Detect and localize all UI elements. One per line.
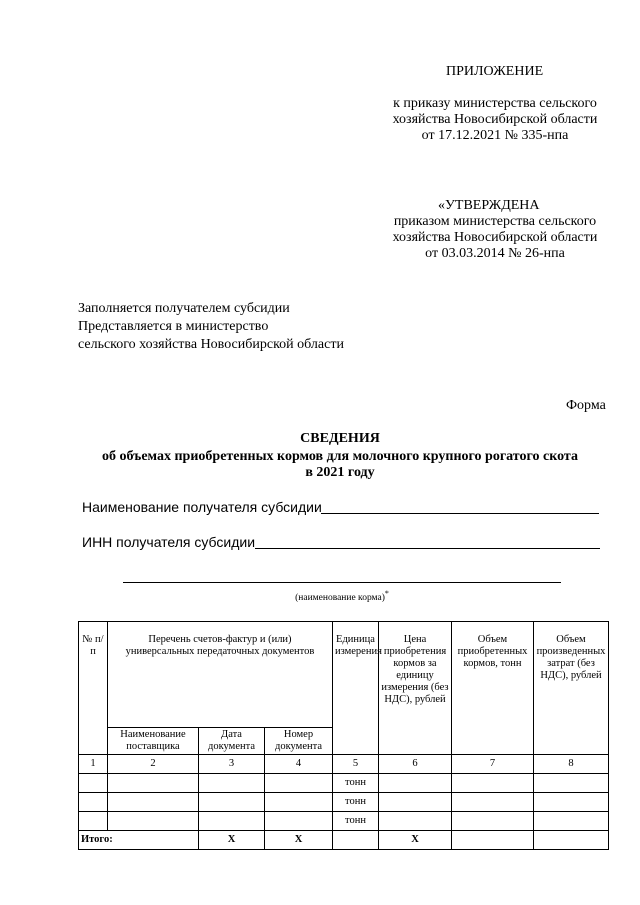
col-number: 2 [108,755,199,774]
cell-price[interactable] [379,774,452,793]
recipient-name-field [82,499,322,516]
cell-volume[interactable] [452,774,534,793]
cell-cost[interactable] [534,812,609,831]
recipient-name-line [321,513,599,514]
total-price-mark: X [379,831,452,850]
col-number: 5 [333,755,379,774]
inn-label: ИНН получателя субсидии [82,534,256,550]
table-row [79,812,609,831]
inn-field [82,534,255,551]
header-documents-list: Перечень счетов-фактур и (или) универсальных передаточных документов [108,622,333,728]
total-unit [333,831,379,850]
cell-supplier[interactable] [108,774,199,793]
cell-doc-number[interactable] [265,774,333,793]
cell-doc-date[interactable] [199,812,265,831]
total-row [79,831,609,850]
total-volume[interactable] [452,831,534,850]
col-number: 4 [265,755,333,774]
filled-note-line-2: Представляется в министерство [78,319,269,334]
appendix-line-3: от 17.12.2021 № 335-нпа [421,128,569,143]
document-subtitle: об объемах приобретенных кормов для молочного крупного рогатого скота [102,449,578,464]
header-supplier: Наименование поставщика [108,728,199,755]
cell-cost[interactable] [534,774,609,793]
approved-line-1: приказом министерства сельского [393,214,597,229]
inn-line [255,548,600,549]
total-label: Итого: [79,831,199,850]
cell-volume[interactable] [452,812,534,831]
cell-doc-date[interactable] [199,793,265,812]
filled-note-line-3: сельского хозяйства Новосибирской области [78,337,344,352]
total-doc-date-mark: X [199,831,265,850]
header-unit: Единица измерения [333,622,379,755]
feed-purchases-table [78,621,609,850]
cell-unit: тонн [333,812,379,831]
col-number: 3 [199,755,265,774]
appendix-line-2: хозяйства Новосибирской области [392,112,598,127]
cell-unit: тонн [333,793,379,812]
header-doc-number: Номер документа [265,728,333,755]
cell-num[interactable] [79,774,108,793]
cell-unit: тонн [333,774,379,793]
cell-supplier[interactable] [108,812,199,831]
col-number: 8 [534,755,609,774]
feed-name-line [123,582,561,583]
cell-doc-date[interactable] [199,774,265,793]
cell-cost[interactable] [534,793,609,812]
recipient-name-label: Наименование получателя субсидии [82,499,322,515]
table-row [79,793,609,812]
header-volume: Объем приобретенных кормов, тонн [452,622,534,755]
total-doc-number-mark: X [265,831,333,850]
cell-volume[interactable] [452,793,534,812]
document-title: СВЕДЕНИЯ [300,431,380,446]
approved-line-3: от 03.03.2014 № 26-нпа [425,246,565,261]
form-label: Форма [566,398,606,413]
feed-name-caption: (наименование корма)* [295,589,389,604]
cell-supplier[interactable] [108,793,199,812]
cell-num[interactable] [79,793,108,812]
approved-title: «УТВЕРЖДЕНА [438,198,540,213]
cell-doc-number[interactable] [265,812,333,831]
document-year: в 2021 году [305,465,375,480]
header-num: № п/п [79,622,108,755]
approved-line-2: хозяйства Новосибирской области [392,230,598,245]
col-number: 6 [379,755,452,774]
filled-note-line-1: Заполняется получателем субсидии [78,301,290,316]
total-cost[interactable] [534,831,609,850]
appendix-title: ПРИЛОЖЕНИЕ [446,64,544,79]
column-numbers-row [79,755,609,774]
header-price: Цена приобретения кормов за единицу измерения (без НДС), рублей [379,622,452,755]
header-cost: Объем произведенных затрат (без НДС), рублей [534,622,609,755]
col-number: 1 [79,755,108,774]
table-row [79,774,609,793]
cell-doc-number[interactable] [265,793,333,812]
cell-num[interactable] [79,812,108,831]
col-number: 7 [452,755,534,774]
cell-price[interactable] [379,793,452,812]
cell-price[interactable] [379,812,452,831]
header-doc-date: Дата документа [199,728,265,755]
appendix-line-1: к приказу министерства сельского [393,96,597,111]
